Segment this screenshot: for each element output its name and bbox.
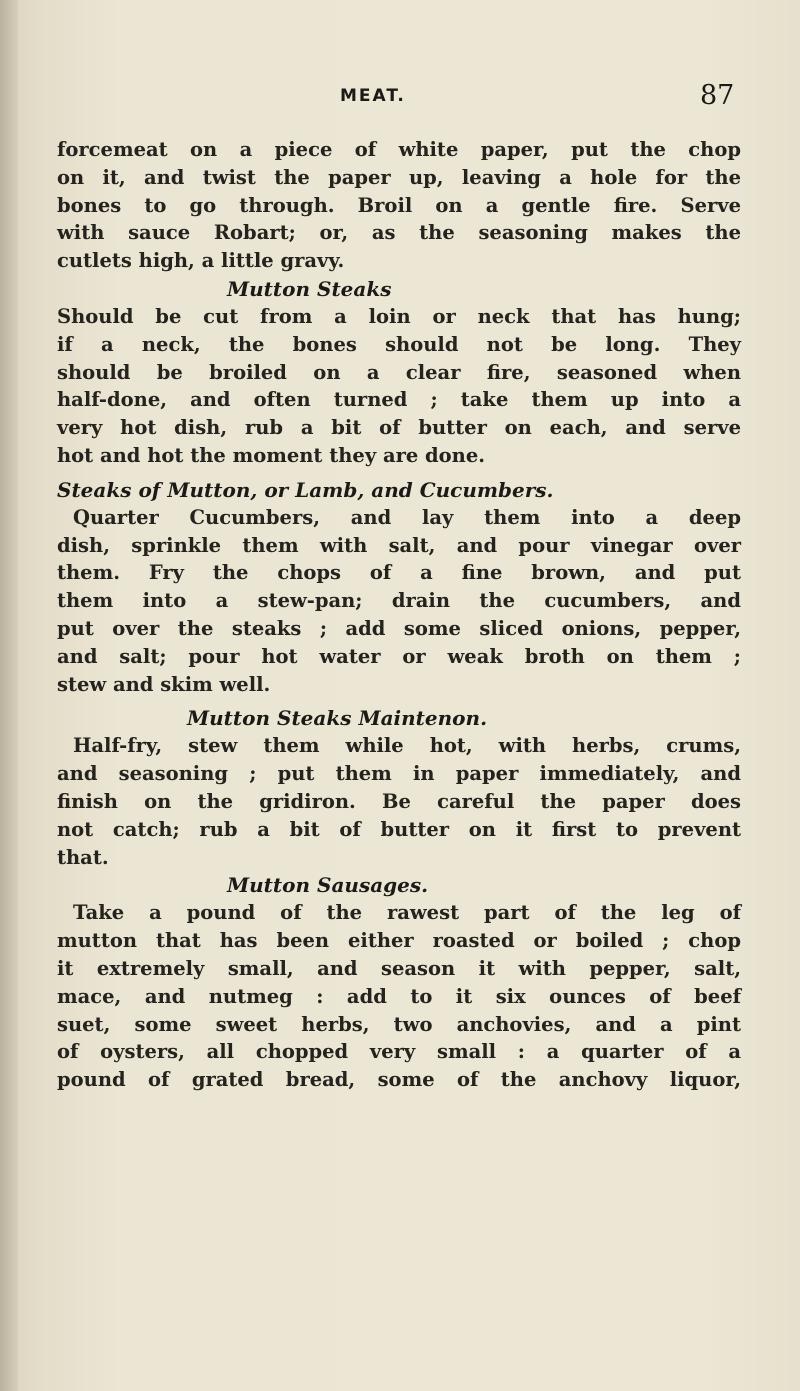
text-line: suet, some sweet herbs, two anchovies, and a pint xyxy=(57,1012,741,1036)
text-line: very hot dish, rub a bit of butter on each, and serve xyxy=(57,416,741,440)
text-line: of oysters, all chopped very small : a quarter of a xyxy=(57,1040,741,1064)
recipe-steaks-and-cucumbers xyxy=(57,476,741,699)
text-line: cutlets high, a little gravy. xyxy=(57,249,345,273)
text-line: that. xyxy=(57,845,109,869)
recipe-heading: Mutton Steaks xyxy=(227,276,392,301)
text-line: not catch; rub a bit of butter on it first to prevent xyxy=(57,817,741,841)
recipe-heading: Mutton Steaks Maintenon. xyxy=(187,706,488,731)
recipe-mutton-steaks-maintenon xyxy=(57,704,741,871)
page-gutter-shadow xyxy=(0,0,18,1391)
text-line: half-done, and often turned ; take them up into a xyxy=(57,388,741,412)
running-head xyxy=(0,80,800,116)
text-line: stew and skim well. xyxy=(57,672,271,696)
text-line: it extremely small, and season it with pepper, salt, xyxy=(57,956,741,980)
text-line: bones to go through. Broil on a gentle fire. Serve xyxy=(57,193,741,217)
text-line: forcemeat on a piece of white paper, put the chop xyxy=(57,138,741,161)
text-line: Quarter Cucumbers, and lay them into a deep xyxy=(73,505,741,529)
text-line: Should be cut from a loin or neck that has hung; xyxy=(57,304,741,328)
text-line: mace, and nutmeg : add to it six ounces of beef xyxy=(57,984,741,1008)
text-line: should be broiled on a clear fire, seasoned when xyxy=(57,360,741,384)
text-line: hot and hot the moment they are done. xyxy=(57,443,486,467)
recipe-mutton-steaks xyxy=(57,275,741,470)
text-line: and seasoning ; put them in paper immediately, and xyxy=(57,762,741,786)
text-line: on it, and twist the paper up, leaving a hole for the xyxy=(57,165,741,189)
text-line: if a neck, the bones should not be long. They xyxy=(57,332,741,356)
text-line: pound of grated bread, some of the anchovy liquor, xyxy=(57,1068,741,1092)
text-line: put over the steaks ; add some sliced onions, pepper, xyxy=(57,616,741,640)
running-head-title: MEAT. xyxy=(340,86,406,106)
text-line: and salt; pour hot water or weak broth on them ; xyxy=(57,644,741,668)
continuation-paragraph xyxy=(57,136,741,275)
text-line: Half-fry, stew them while hot, with herbs, crums, xyxy=(73,734,741,758)
recipe-heading: Steaks of Mutton, or Lamb, and Cucumbers. xyxy=(57,477,554,502)
page-number: 87 xyxy=(700,80,735,111)
text-line: dish, sprinkle them with salt, and pour vinegar over xyxy=(57,533,741,557)
recipe-heading: Mutton Sausages. xyxy=(227,873,429,898)
text-line: mutton that has been either roasted or boiled ; chop xyxy=(57,929,741,953)
text-line: them. Fry the chops of a fine brown, and put xyxy=(57,561,741,585)
text-line: finish on the gridiron. Be careful the paper does xyxy=(57,789,741,813)
text-line: Take a pound of the rawest part of the leg of xyxy=(73,901,741,925)
text-line: them into a stew-pan; drain the cucumbers, and xyxy=(57,589,741,613)
recipe-text xyxy=(57,136,741,1094)
recipe-mutton-sausages xyxy=(57,871,741,1094)
text-line: with sauce Robart; or, as the seasoning makes the xyxy=(57,221,741,245)
